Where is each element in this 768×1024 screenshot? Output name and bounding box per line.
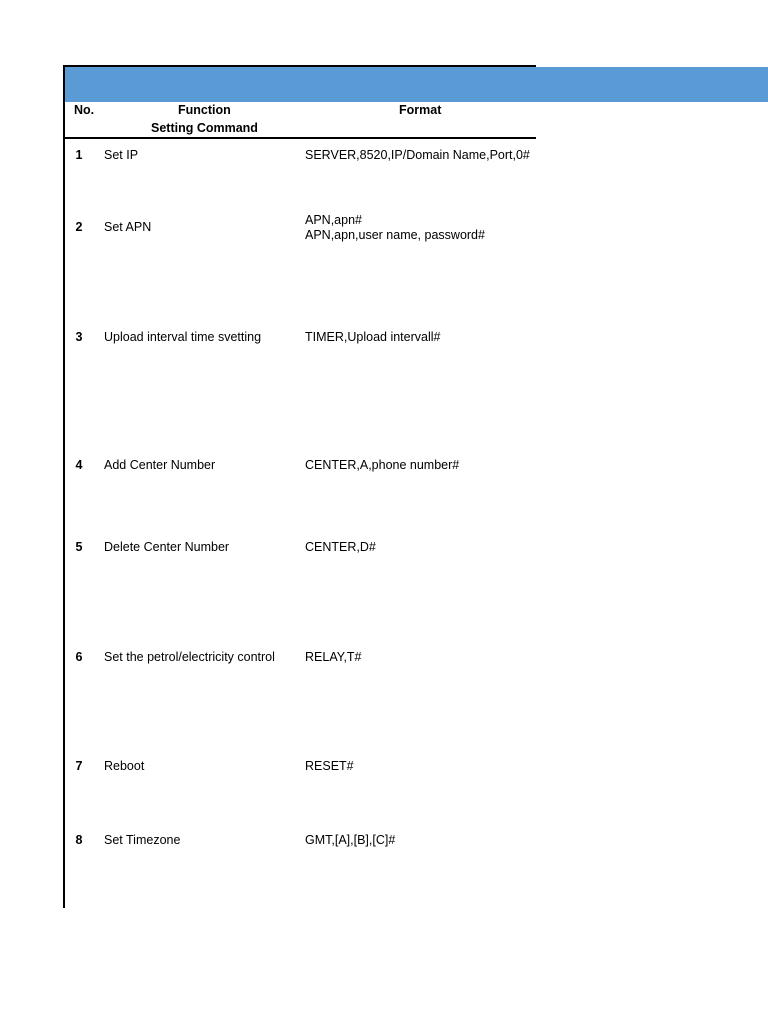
row-4-function: Add Center Number bbox=[104, 458, 216, 472]
row-7-format: RESET# bbox=[305, 759, 354, 773]
row-1-number: 1 bbox=[75, 148, 83, 162]
title-band bbox=[65, 67, 768, 102]
row-2-number: 2 bbox=[75, 220, 83, 234]
row-2-format-line-2: APN,apn,user name, password# bbox=[305, 228, 485, 242]
row-6-format: RELAY,T# bbox=[305, 650, 362, 664]
row-2-function: Set APN bbox=[104, 220, 152, 234]
row-5-format: CENTER,D# bbox=[305, 540, 376, 554]
column-header-function: Function bbox=[178, 103, 231, 117]
row-3-function: Upload interval time svetting bbox=[104, 330, 262, 344]
row-8-format: GMT,[A],[B],[C]# bbox=[305, 833, 396, 847]
row-3-number: 3 bbox=[75, 330, 83, 344]
row-6-number: 6 bbox=[75, 650, 83, 664]
row-1-function: Set IP bbox=[104, 148, 139, 162]
row-4-format: CENTER,A,phone number# bbox=[305, 458, 460, 472]
column-header-format: Format bbox=[399, 103, 442, 117]
row-8-function: Set Timezone bbox=[104, 833, 181, 847]
table-left-border bbox=[63, 65, 65, 908]
row-2-format-line-1: APN,apn# bbox=[305, 213, 362, 227]
header-divider bbox=[65, 137, 536, 139]
row-5-function: Delete Center Number bbox=[104, 540, 230, 554]
section-heading-setting-command: Setting Command bbox=[151, 121, 258, 135]
column-header-no: No. bbox=[74, 103, 95, 117]
row-7-function: Reboot bbox=[104, 759, 145, 773]
row-5-number: 5 bbox=[75, 540, 83, 554]
row-4-number: 4 bbox=[75, 458, 83, 472]
row-3-format: TIMER,Upload intervall# bbox=[305, 330, 441, 344]
row-1-format: SERVER,8520,IP/Domain Name,Port,0# bbox=[305, 148, 530, 162]
row-7-number: 7 bbox=[75, 759, 83, 773]
row-6-function: Set the petrol/electricity control bbox=[104, 650, 275, 664]
row-8-number: 8 bbox=[75, 833, 83, 847]
